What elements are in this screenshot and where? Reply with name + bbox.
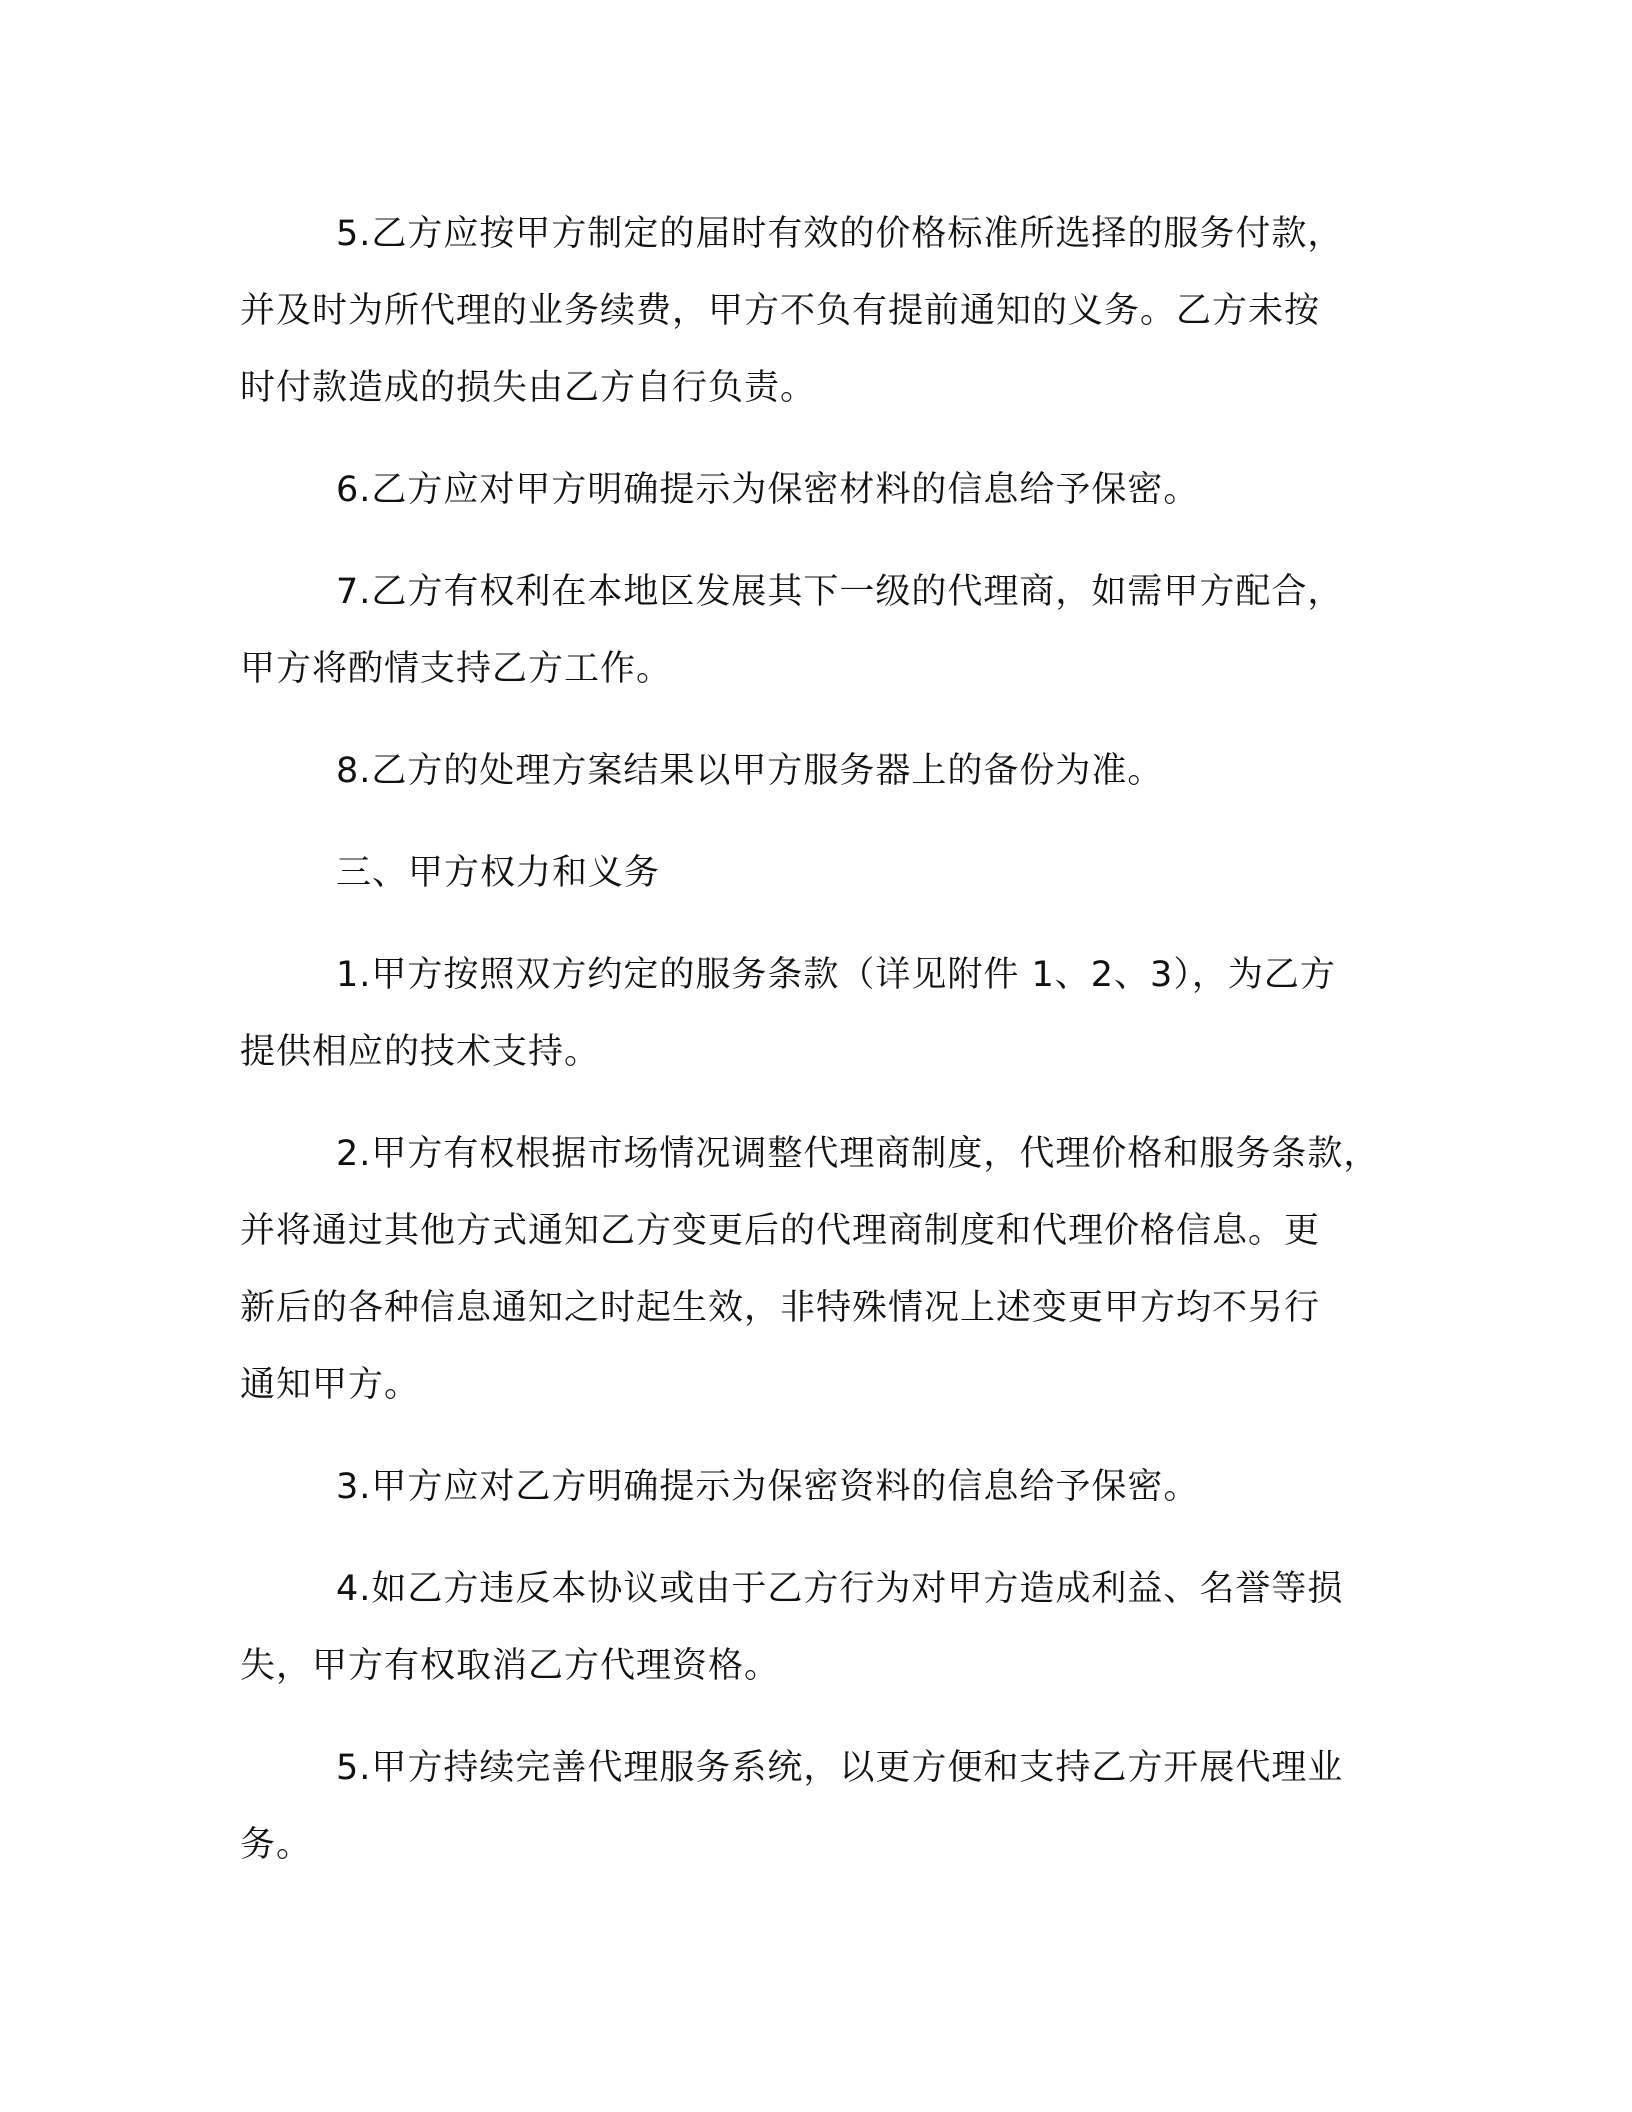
clause-jia-2 [240,1116,1390,1424]
clause-yi-7 [240,554,1390,708]
text-line: 提供相应的技术支持。 [240,1032,601,1072]
text-line: 8.乙方的处理方案结果以甲方服务器上的备份为准。 [336,751,1164,791]
text-line: 失，甲方有权取消乙方代理资格。 [240,1646,781,1686]
text-line: 4.如乙方违反本协议或由于乙方行为对甲方造成利益、名誉等损 [336,1569,1344,1609]
clause-jia-5 [240,1730,1390,1884]
text-line: 并及时为所代理的业务续费，甲方不负有提前通知的义务。乙方未按 [240,291,1321,331]
text-line: 务。 [240,1825,313,1865]
text-line: 5.甲方持续完善代理服务系统，以更方便和支持乙方开展代理业 [336,1748,1344,1788]
text-line: 通知甲方。 [240,1365,421,1405]
text-line: 1.甲方按照双方约定的服务条款（详见附件 1、2、3），为乙方 [336,955,1336,995]
text-line: 甲方将酌情支持乙方工作。 [240,649,673,689]
text-line: 时付款造成的损失由乙方自行负责。 [240,368,817,408]
text-line: 3.甲方应对乙方明确提示为保密资料的信息给予保密。 [336,1467,1200,1507]
clause-yi-8 [240,733,1390,810]
text-line: 新后的各种信息通知之时起生效，非特殊情况上述变更甲方均不另行 [240,1288,1321,1328]
clause-jia-1 [240,937,1390,1091]
text-line: 2.甲方有权根据市场情况调整代理商制度，代理价格和服务条款， [336,1134,1380,1174]
clause-yi-6 [240,452,1390,529]
clause-jia-4 [240,1551,1390,1705]
clause-yi-5 [240,196,1390,427]
document-body [240,196,1390,1909]
text-line: 6.乙方应对甲方明确提示为保密材料的信息给予保密。 [336,470,1200,510]
text-line: 并将通过其他方式通知乙方变更后的代理商制度和代理价格信息。更 [240,1211,1321,1251]
clause-jia-3 [240,1449,1390,1526]
text-line: 5.乙方应按甲方制定的届时有效的价格标准所选择的服务付款， [336,214,1344,254]
section-heading [240,835,1390,912]
text-line: 7.乙方有权利在本地区发展其下一级的代理商，如需甲方配合， [336,572,1344,612]
section-title: 三、甲方权力和义务 [336,853,661,893]
